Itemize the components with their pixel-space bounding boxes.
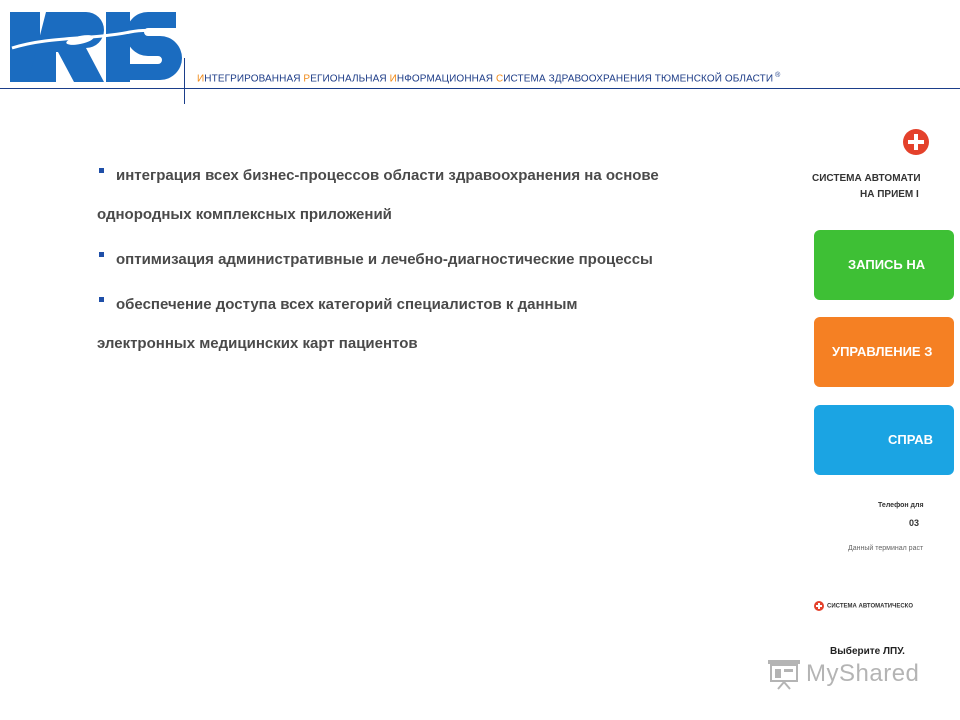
kiosk-manage-button[interactable]: УПРАВЛЕНИЕ З: [814, 317, 954, 387]
title-word: ИНТЕГРИРОВАННАЯ: [197, 73, 304, 85]
header-divider-horizontal: [0, 88, 960, 89]
list-item: интеграция всех бизнес-процессов области здравоохранения на основе однородных комплексных приложений: [97, 167, 659, 223]
watermark: [766, 654, 919, 694]
bullet-square-icon: [99, 168, 104, 173]
medical-cross-icon: [903, 129, 929, 155]
bullet-square-icon: [99, 297, 104, 302]
bullet-list: [97, 156, 797, 363]
list-item: обеспечение доступа всех категорий специалистов к данным электронных медицинских карт пациентов: [97, 296, 578, 352]
medical-cross-icon: [814, 601, 824, 611]
kiosk-heading-line2: НА ПРИЕМ I: [860, 189, 919, 200]
kiosk-info-button[interactable]: СПРАВ: [814, 405, 954, 475]
kiosk-select-prompt: Выберите ЛПУ.: [830, 646, 905, 657]
kiosk-phone-label: Телефон для: [878, 502, 924, 509]
kiosk-phone-number: 03: [909, 518, 920, 528]
header-divider-vertical: [184, 58, 185, 104]
kiosk-appointment-button[interactable]: ЗАПИСЬ НА: [814, 230, 954, 300]
system-title: [197, 72, 780, 84]
kiosk-note: Данный терминал раст: [848, 545, 924, 552]
watermark-text: MyShared: [806, 660, 920, 687]
list-item: оптимизация административные и лечебно-диагностические процессы: [97, 240, 797, 279]
kiosk-heading: СИСТЕМА АВТОМАТИ: [812, 173, 921, 184]
kiosk-footer: СИСТЕМА АВТОМАТИЧЕСКО: [814, 601, 913, 611]
presentation-board-icon: [766, 658, 802, 690]
title-word: ИНФОРМАЦИОННАЯ: [389, 73, 496, 85]
title-word: СИСТЕМА ЗДРАВООХРАНЕНИЯ ТЮМЕНСКОЙ ОБЛАСТИ: [495, 73, 774, 85]
iris-logo: [10, 10, 180, 86]
kiosk-screenshot: [800, 118, 934, 690]
registered-mark: ®: [775, 72, 781, 79]
title-word: РЕГИОНАЛЬНАЯ: [303, 73, 390, 85]
bullet-square-icon: [99, 252, 104, 257]
